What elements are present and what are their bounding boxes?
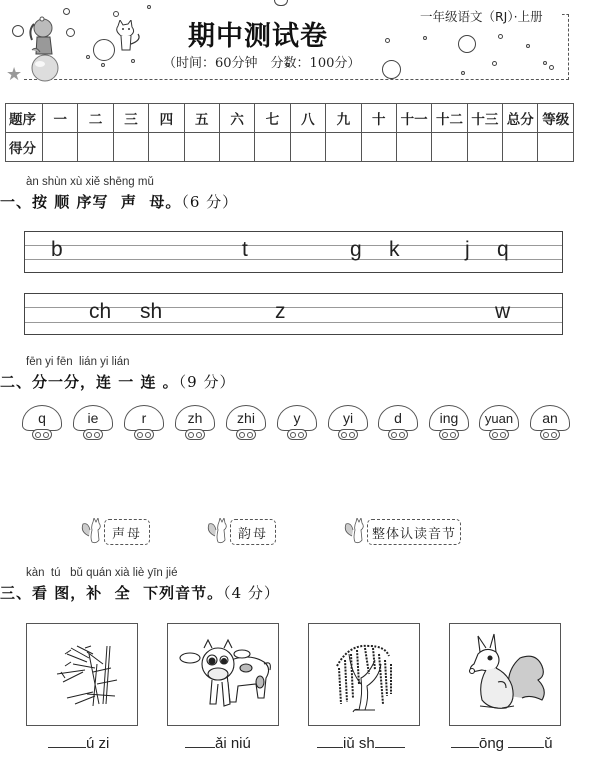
- score-cell[interactable]: [503, 133, 538, 162]
- column-header: 十三: [467, 104, 502, 133]
- section3-pinyin: kàn tú bǔ quán xià liè yīn jié: [26, 567, 178, 579]
- mushroom-card[interactable]: [277, 405, 317, 443]
- score-cell[interactable]: [326, 133, 361, 162]
- initial-letter: z: [275, 300, 286, 323]
- section3-points: （4 分）: [223, 584, 280, 602]
- answer-blank[interactable]: [375, 734, 405, 748]
- initial-letter: sh: [140, 300, 163, 323]
- bubble-decoration: [147, 5, 151, 9]
- section1-points: （6 分）: [181, 193, 239, 211]
- answer-bamboo: [48, 734, 109, 752]
- squirrel-icon: [80, 518, 104, 546]
- column-header: 三: [113, 104, 148, 133]
- bubble-decoration: [498, 34, 503, 39]
- initial-letter: b: [51, 238, 63, 261]
- mushroom-card[interactable]: [328, 405, 368, 443]
- mushroom-label: q: [22, 405, 62, 431]
- score-cell[interactable]: [467, 133, 502, 162]
- score-cell[interactable]: [538, 133, 574, 162]
- mushroom-stem-icon: [287, 429, 307, 440]
- mushroom-stem-icon: [83, 429, 103, 440]
- score-cell[interactable]: [184, 133, 219, 162]
- header-border: [568, 14, 569, 80]
- worksheet-header: [0, 0, 605, 86]
- score-cell[interactable]: [219, 133, 254, 162]
- bubble-decoration: [113, 11, 119, 17]
- section2-pinyin: fēn yi fēn lián yi lián: [26, 356, 130, 368]
- row-header: 题序: [6, 104, 43, 133]
- four-line-grid-1[interactable]: [24, 231, 563, 273]
- initial-letter: ch: [89, 300, 112, 323]
- section1-title-text: 一、按 顺 序写 声 母。: [0, 193, 182, 211]
- mushroom-label: an: [530, 405, 570, 431]
- category-label: 声母: [104, 519, 150, 545]
- answer-squirrel: [451, 734, 553, 752]
- bubble-decoration: [66, 28, 75, 37]
- bubble-decoration: [63, 8, 70, 15]
- column-header: 总分: [503, 104, 538, 133]
- mushroom-card[interactable]: [22, 405, 62, 443]
- mushroom-card[interactable]: [479, 405, 519, 443]
- mushroom-row: [22, 405, 592, 445]
- row-header: 得分: [6, 133, 43, 162]
- score-cell[interactable]: [113, 133, 148, 162]
- score-cell[interactable]: [396, 133, 431, 162]
- exam-info: （时间：60分钟 分数：100分）: [163, 56, 361, 71]
- column-header: 十: [361, 104, 396, 133]
- cow-icon: [168, 624, 280, 727]
- initial-letter: q: [497, 238, 509, 261]
- column-header: 六: [219, 104, 254, 133]
- column-header: 等级: [538, 104, 574, 133]
- willow-tree-icon: [309, 624, 421, 727]
- bubble-decoration: [526, 44, 530, 48]
- squirrel-icon: [206, 518, 230, 546]
- answer-text: ú zi: [86, 735, 110, 752]
- mushroom-stem-icon: [185, 429, 205, 440]
- initial-letter: g: [350, 238, 362, 261]
- mushroom-card[interactable]: [175, 405, 215, 443]
- bubble-decoration: [93, 39, 115, 61]
- score-cell[interactable]: [78, 133, 113, 162]
- answer-text: ǎi niú: [215, 735, 251, 752]
- mushroom-stem-icon: [388, 429, 408, 440]
- bamboo-icon: [27, 624, 139, 727]
- bubble-decoration: [492, 61, 497, 66]
- four-line-grid-2[interactable]: [24, 293, 563, 335]
- column-header: 一: [43, 104, 78, 133]
- category-box-whole-syllables[interactable]: [343, 518, 461, 546]
- picture-card-squirrel: [449, 623, 561, 726]
- score-cell[interactable]: [432, 133, 467, 162]
- picture-card-willow: [308, 623, 420, 726]
- mushroom-stem-icon: [540, 429, 560, 440]
- score-cell[interactable]: [255, 133, 290, 162]
- section2-title-text: 二、分一分，连 一 连 。: [0, 373, 179, 391]
- initial-letter: k: [389, 238, 400, 261]
- section2-title: [0, 371, 235, 392]
- squirrel-icon: [343, 518, 367, 546]
- column-header: 五: [184, 104, 219, 133]
- page-title: 期中测试卷: [188, 21, 328, 52]
- answer-blank[interactable]: [508, 734, 544, 748]
- mushroom-stem-icon: [439, 429, 459, 440]
- mushroom-stem-icon: [489, 429, 509, 440]
- mushroom-label: zh: [175, 405, 215, 431]
- section1-pinyin: àn shùn xù xiě shēng mǔ: [26, 176, 154, 188]
- initial-letter: w: [495, 300, 511, 323]
- column-header: 十二: [432, 104, 467, 133]
- mushroom-card[interactable]: [124, 405, 164, 443]
- category-box-finals[interactable]: [206, 518, 276, 546]
- answer-text: ōng: [479, 735, 505, 752]
- mushroom-label: zhi: [226, 405, 266, 431]
- mushroom-label: yuan: [479, 405, 519, 431]
- answer-blank[interactable]: [48, 734, 86, 748]
- mushroom-label: d: [378, 405, 418, 431]
- bubble-decoration: [461, 71, 465, 75]
- score-cell[interactable]: [149, 133, 184, 162]
- header-border: [24, 79, 569, 80]
- mushroom-card[interactable]: [226, 405, 266, 443]
- bubble-decoration: [382, 60, 401, 79]
- bubble-decoration: [549, 65, 554, 70]
- bubble-decoration: [543, 61, 547, 65]
- column-header: 九: [326, 104, 361, 133]
- guide-line: [25, 259, 562, 260]
- category-box-initials[interactable]: [80, 518, 150, 546]
- answer-blank[interactable]: [317, 734, 343, 748]
- bubble-decoration: [101, 63, 105, 67]
- score-cell[interactable]: [361, 133, 396, 162]
- answer-cow: [185, 734, 251, 752]
- mushroom-card[interactable]: [530, 405, 570, 443]
- squirrel-picture-icon: [450, 624, 562, 727]
- section1-title: [0, 191, 238, 212]
- mushroom-stem-icon: [236, 429, 256, 440]
- score-table: [5, 103, 574, 162]
- bubble-decoration: [86, 55, 90, 59]
- mushroom-stem-icon: [134, 429, 154, 440]
- answer-text: iǔ sh: [343, 735, 375, 752]
- grade-label: 一年级语文（RJ）·上册: [420, 9, 543, 24]
- mushroom-label: ie: [73, 405, 113, 431]
- column-header: 十一: [396, 104, 431, 133]
- initial-letter: j: [465, 238, 470, 261]
- column-header: 八: [290, 104, 325, 133]
- answer-willow: [317, 734, 405, 752]
- bubble-decoration: [423, 36, 427, 40]
- mushroom-card[interactable]: [378, 405, 418, 443]
- column-header: 七: [255, 104, 290, 133]
- bubble-decoration: [458, 35, 476, 53]
- mushroom-label: y: [277, 405, 317, 431]
- section2-points: （9 分）: [178, 373, 236, 391]
- picture-card-bamboo: [26, 623, 138, 726]
- mushroom-stem-icon: [338, 429, 358, 440]
- answer-text: ǔ: [544, 735, 553, 752]
- answer-blank[interactable]: [185, 734, 215, 748]
- mushroom-card[interactable]: [429, 405, 469, 443]
- bubble-decoration: [385, 38, 390, 43]
- girl-on-ball-illustration: [22, 10, 68, 82]
- column-header: 四: [149, 104, 184, 133]
- bubble-decoration: [12, 25, 24, 37]
- category-label: 韵母: [230, 519, 276, 545]
- answer-blank[interactable]: [451, 734, 479, 748]
- section3-title-text: 三、看 图，补 全 下列音节。: [0, 584, 224, 602]
- category-label: 整体认读音节: [367, 519, 461, 545]
- column-header: 二: [78, 104, 113, 133]
- table-row-question-number: [6, 104, 574, 133]
- mushroom-label: r: [124, 405, 164, 431]
- initial-letter: t: [242, 238, 248, 261]
- mushroom-stem-icon: [32, 429, 52, 440]
- mushroom-label: ing: [429, 405, 469, 431]
- score-cell[interactable]: [43, 133, 78, 162]
- mushroom-label: yi: [328, 405, 368, 431]
- guide-line: [25, 245, 562, 246]
- score-cell[interactable]: [290, 133, 325, 162]
- mushroom-card[interactable]: [73, 405, 113, 443]
- bubble-decoration: [131, 59, 135, 63]
- picture-card-cow: [167, 623, 279, 726]
- section3-title: [0, 582, 280, 603]
- bubble-decoration: [274, 0, 288, 6]
- star-icon: ★: [6, 64, 23, 85]
- table-row-score: [6, 133, 574, 162]
